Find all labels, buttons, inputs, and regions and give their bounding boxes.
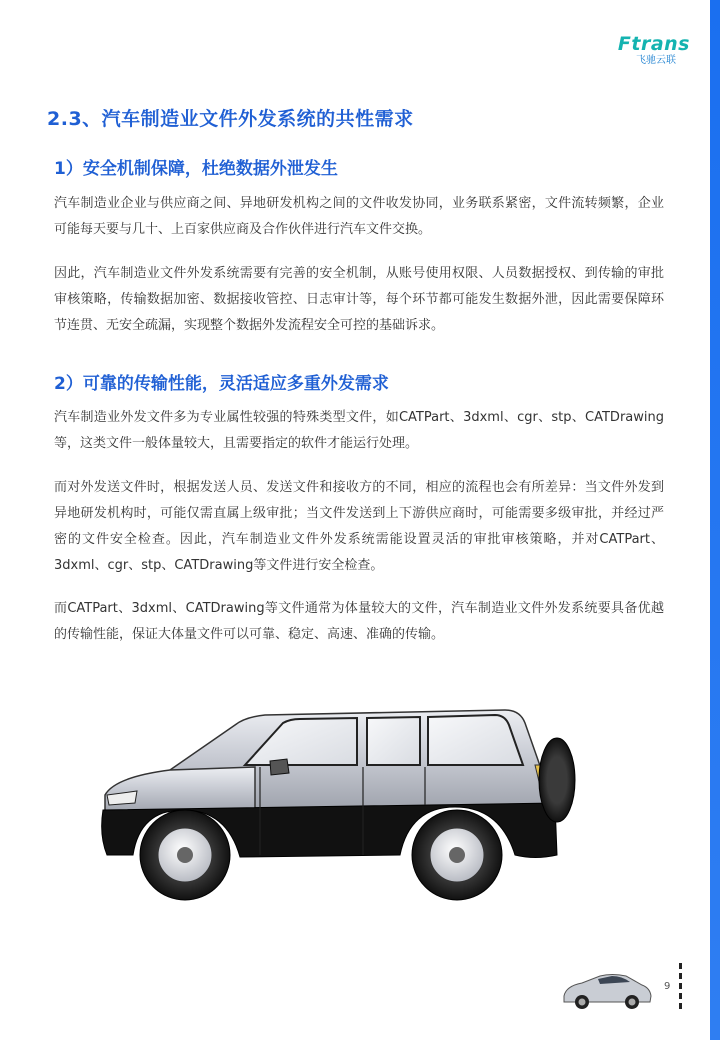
paragraph-1-1: 汽车制造业企业与供应商之间、异地研发机构之间的文件收发协同，业务联系紧密，文件流转频繁，企业可能每天要与几十、上百家供应商及合作伙伴进行汽车文件交换。 bbox=[54, 196, 664, 237]
paragraph-2-1: 汽车制造业外发文件多为专业属性较强的特殊类型文件，如CATPart、3dxml、cgr、stp、CATDrawing等，这类文件一般体量较大，且需要指定的软件才能运行处理。 bbox=[54, 410, 664, 451]
page-divider bbox=[679, 963, 682, 1013]
car-front-wheel bbox=[140, 810, 230, 900]
brand-name: Ftrans bbox=[617, 33, 690, 55]
suv-illustration bbox=[95, 695, 595, 925]
page-number: 9 bbox=[664, 981, 671, 992]
brand-subtitle: 飞驰云联 bbox=[636, 55, 676, 66]
paragraph-2-2: 而对外发送文件时，根据发送人员、发送文件和接收方的不同，相应的流程也会有所差异：当文件外发到异地研发机构时，可能仅需直属上级审批；当文件发送到上下游供应商时，可能需要多级审批，并经过严密的文件安全检查。因此，汽车制造业文件外发系统需能设置灵活的审批审核策略，并对CATPart、3dxml、cgr、stp、CATDrawing等文件进行安全检查。 bbox=[54, 480, 664, 573]
car-rear-wheel bbox=[412, 810, 502, 900]
footer-car-icon bbox=[560, 968, 654, 1012]
car-window-quarter bbox=[428, 715, 523, 765]
subsection-title-2: 2）可靠的传输性能，灵活适应多重外发需求 bbox=[54, 374, 389, 394]
section-title: 2.3、汽车制造业文件外发系统的共性需求 bbox=[47, 108, 414, 130]
car-window-rear bbox=[367, 717, 420, 765]
paragraph-1-2: 因此，汽车制造业文件外发系统需要有完善的安全机制，从账号使用权限、人员数据授权、到传输的审批审核策略，传输数据加密、数据接收管控、日志审计等，每个环节都可能发生数据外泄，因此需要保障环节连贯、无安全疏漏，实现整个数据外发流程安全可控的基础诉求。 bbox=[54, 266, 664, 333]
paragraph-2-3: 而CATPart、3dxml、CATDrawing等文件通常为体量较大的文件，汽车制造业文件外发系统要具备优越的传输性能，保证大体量文件可以可靠、稳定、高速、准确的传输。 bbox=[54, 601, 664, 642]
car-hood bbox=[105, 767, 255, 813]
car-side-mirror bbox=[270, 759, 289, 775]
car-spare-tire bbox=[539, 738, 575, 822]
brand-logo bbox=[618, 34, 690, 67]
subsection-title-1: 1）安全机制保障，杜绝数据外泄发生 bbox=[54, 159, 338, 179]
right-accent-bar bbox=[710, 0, 720, 1040]
